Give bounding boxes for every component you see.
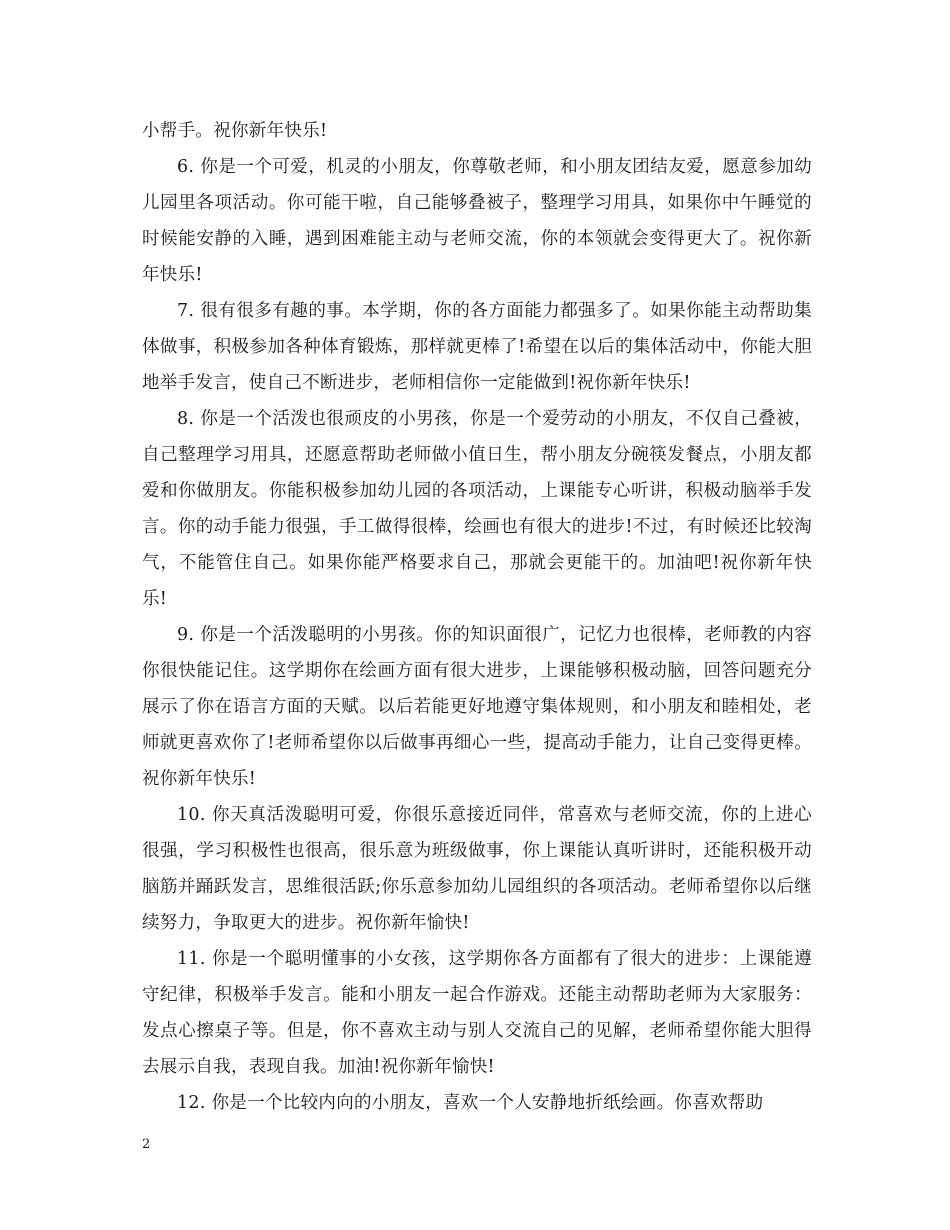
paragraph-item-8: 8. 你是一个活泼也很顽皮的小男孩，你是一个爱劳动的小朋友，不仅自己叠被，自己整理学习用具，还愿意帮助老师做小值日生，帮小朋友分碗筷发餐点，小朋友都爱和你做朋友。你能积极参加幼儿园的各项活动，上课能专心听讲，积极动脑举手发言。你的动手能力很强，手工做得很棒，绘画也有很大的进步!不过，有时候还比较淘气，不能管住自己。如果你能严格要求自己，那就会更能干的。加油吧!祝你新年快乐! xyxy=(142,409,812,609)
page-number: 2 xyxy=(142,1137,151,1152)
paragraph-continuation: 小帮手。祝你新年快乐! xyxy=(142,121,328,141)
document-body xyxy=(142,113,812,1121)
paragraph-item-7: 7. 很有很多有趣的事。本学期，你的各方面能力都强多了。如果你能主动帮助集体做事，积极参加各种体育锻炼，那样就更棒了!希望在以后的集体活动中，你能大胆地举手发言，使自己不断进步，老师相信你一定能做到!祝你新年快乐! xyxy=(142,301,812,393)
paragraph-item-6: 6. 你是一个可爱，机灵的小朋友，你尊敬老师，和小朋友团结友爱，愿意参加幼儿园里各项活动。你可能干啦，自己能够叠被子，整理学习用具，如果你中午睡觉的时候能安静的入睡，遇到困难能主动与老师交流，你的本领就会变得更大了。祝你新年快乐! xyxy=(142,157,812,285)
paragraph-item-10: 10. 你天真活泼聪明可爱，你很乐意接近同伴，常喜欢与老师交流，你的上进心很强，学习积极性也很高，很乐意为班级做事，你上课能认真听讲时，还能积极开动脑筋并踊跃发言，思维很活跃;你乐意参加幼儿园组织的各项活动。老师希望你以后继续努力，争取更大的进步。祝你新年愉快! xyxy=(142,805,812,933)
paragraph-item-11: 11. 你是一个聪明懂事的小女孩，这学期你各方面都有了很大的进步：上课能遵守纪律，积极举手发言。能和小朋友一起合作游戏。还能主动帮助老师为大家服务：发点心擦桌子等。但是，你不喜欢主动与别人交流自己的见解，老师希望你能大胆得去展示自我，表现自我。加油!祝你新年愉快! xyxy=(142,949,812,1077)
paragraph-item-9: 9. 你是一个活泼聪明的小男孩。你的知识面很广，记忆力也很棒，老师教的内容你很快能记住。这学期你在绘画方面有很大进步，上课能够积极动脑，回答问题充分展示了你在语言方面的天赋。以后若能更好地遵守集体规则，和小朋友和睦相处，老师就更喜欢你了!老师希望你以后做事再细心一些，提高动手能力，让自己变得更棒。祝你新年快乐! xyxy=(142,625,812,789)
paragraph-item-12: 12. 你是一个比较内向的小朋友，喜欢一个人安静地折纸绘画。你喜欢帮助 xyxy=(177,1093,764,1113)
